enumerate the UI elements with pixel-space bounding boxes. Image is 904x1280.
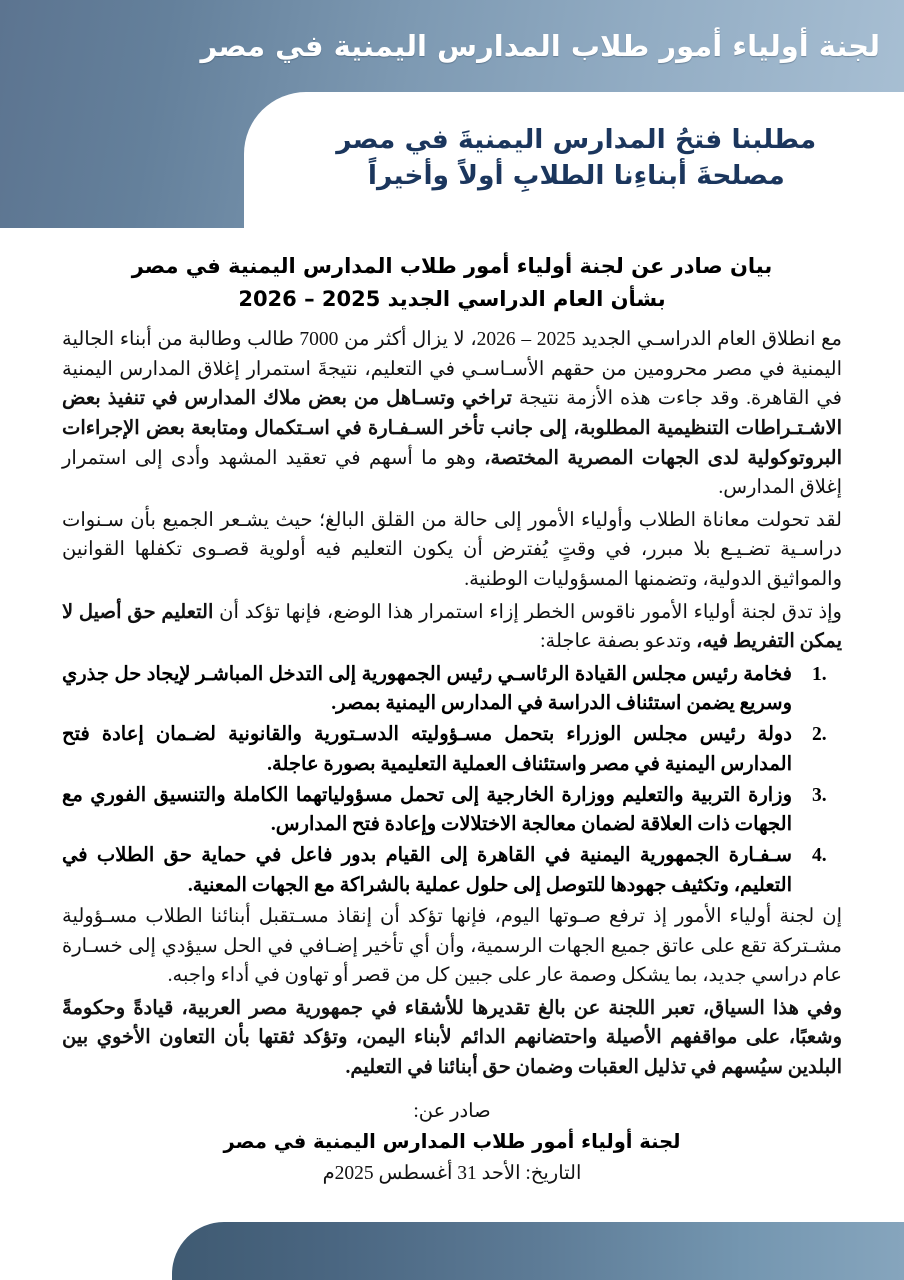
slogan-line-1: مطلبنا فتحُ المدارس اليمنيةَ في مصر (336, 124, 816, 155)
paragraph-2: لقد تحولت معاناة الطلاب وأولياء الأمور إلى حالة من القلق البالغ؛ حيث يشـعر الجميع بأن سـنوات دراسـية تضـيـع بلا مبرر، في وقتٍ يُفترض أن يكون التعليم فيه أولوية قصـوى تكفلها القوانين والمواثيق الدولية، وتضمنها المسؤوليات الوطنية. (62, 509, 842, 591)
signature-date: التاريخ: الأحد 31 أغسطس 2025م (322, 1163, 582, 1185)
document-title (62, 250, 842, 315)
document-body (0, 228, 904, 1189)
signature-organization: لجنة أولياء أمور طلاب المدارس اليمنية في مصر (223, 1129, 681, 1153)
paragraph-1 (62, 325, 842, 503)
footer-gradient-bar (172, 1222, 904, 1280)
paragraph-3-plain-1: وإذ تدق لجنة أولياء الأمور ناقوس الخطر إزاء استمرار هذا الوضع، فإنها تؤكد أن (213, 601, 842, 623)
signature-from-label: صادر عن: (413, 1100, 491, 1122)
paragraph-1-plain-2: وهو ما أسهم في تعقيد المشهد وأدى إلى استمرار إغلاق المدارس. (62, 447, 842, 499)
paragraph-1-plain-1: مع انطلاق العام الدراسـي الجديد 2025 – 2026، لا يزال أكثر من 7000 طالب وطالبة من أبناء الجالية اليمنية في مصر محرومين من حقهم الأسـاسـي في التعليم، نتيجةَ استمرار إغلاق المدارس اليمنية في القاهرة. وقد جاءت هذه الأزمة نتيجة (62, 329, 843, 410)
demand-item-2: دولة رئيس مجلس الوزراء بتحمل مسـؤوليته الدسـتورية والقانونية لضـمان إعادة فتح المدارس اليمنية في مصر واستئناف العملية التعليمية بصورة عاجلة. (62, 724, 792, 775)
document-title-line-2: بشأن العام الدراسي الجديد 2025 – 2026 (238, 286, 666, 311)
slogan-panel (244, 92, 904, 228)
header-title-row (0, 0, 904, 92)
paragraph-3-bold-1: التعليم حق أصيل لا يمكن التفريط فيه، (62, 601, 842, 653)
footer-decoration (0, 1208, 904, 1280)
paragraph-4: إن لجنة أولياء الأمور إذ ترفع صـوتها اليوم، فإنها تؤكد أن إنقاذ مسـتقبل أبنائنا الطلاب مسـؤولية مشـتركة تقع على عاتق جميع الجهات الرسمية، وأن أي تأخير إضـافي في الحل سيؤدي إلى خسـارة عام دراسي جديد، بما يشكل وصمة عار على جبين كل من قصر أو تهاون في أداء واجبه. (62, 905, 842, 987)
paragraph-3 (62, 598, 842, 657)
page-header-banner (0, 0, 904, 228)
demand-item-1: فخامة رئيس مجلس القيادة الرئاسـي رئيس الجمهورية إلى التدخل المباشـر لإيجاد حل جذري وسريع يضمن استئناف الدراسة في المدارس اليمنية بمصر. (62, 663, 792, 715)
signature-block (62, 1097, 842, 1190)
demands-list (62, 660, 842, 900)
paragraph-1-bold-1: تراخي وتسـاهل من بعض ملاك المدارس في تنفيذ بعض الاشـتـراطات التنظيمية المطلوبة، إلى جانب تأخر السـفـارة في اسـتكمال ومتابعة بعض الإجراءات البروتوكولية لدى الجهات المصرية المختصة، (62, 388, 842, 469)
demand-item-4: سـفـارة الجمهورية اليمنية في القاهرة إلى القيام بدور فاعل في حماية حق الطلاب في التعليم، وتكثيف جهودها للتوصل إلى حلول عملية بالشراكة مع الجهات المعنية. (62, 845, 792, 896)
document-title-line-1: بيان صادر عن لجنة أولياء أمور طلاب المدارس اليمنية في مصر (131, 254, 773, 278)
demand-item-3: وزارة التربية والتعليم ووزارة الخارجية إلى تحمل مسؤولياتهما الكاملة والتنسيق الفوري مع الجهات ذات العلاقة لضمان معالجة الاختلالات وإعادة فتح المدارس. (62, 784, 792, 836)
organization-title: لجنة أولياء أمور طلاب المدارس اليمنية في مصر (200, 29, 880, 63)
paragraph-3-plain-2: وتدعو بصفة عاجلة: (540, 631, 697, 653)
paragraph-5: وفي هذا السياق، تعبر اللجنة عن بالغ تقديرها للأشقاء في جمهورية مصر العربية، قيادةً وحكومةً وشعبًا، على مواقفهم الأصيلة واحتضانهم الدائم لأبناء اليمن، وتؤكد ثقتها بأن التعاون الأخوي بين البلدين سيُسهم في تذليل العقبات وضمان حق أبنائنا في التعليم. (62, 997, 842, 1079)
slogan-line-2: مصلحةَ أبناءِنا الطلابِ أولاً وأخيراً (367, 161, 785, 191)
